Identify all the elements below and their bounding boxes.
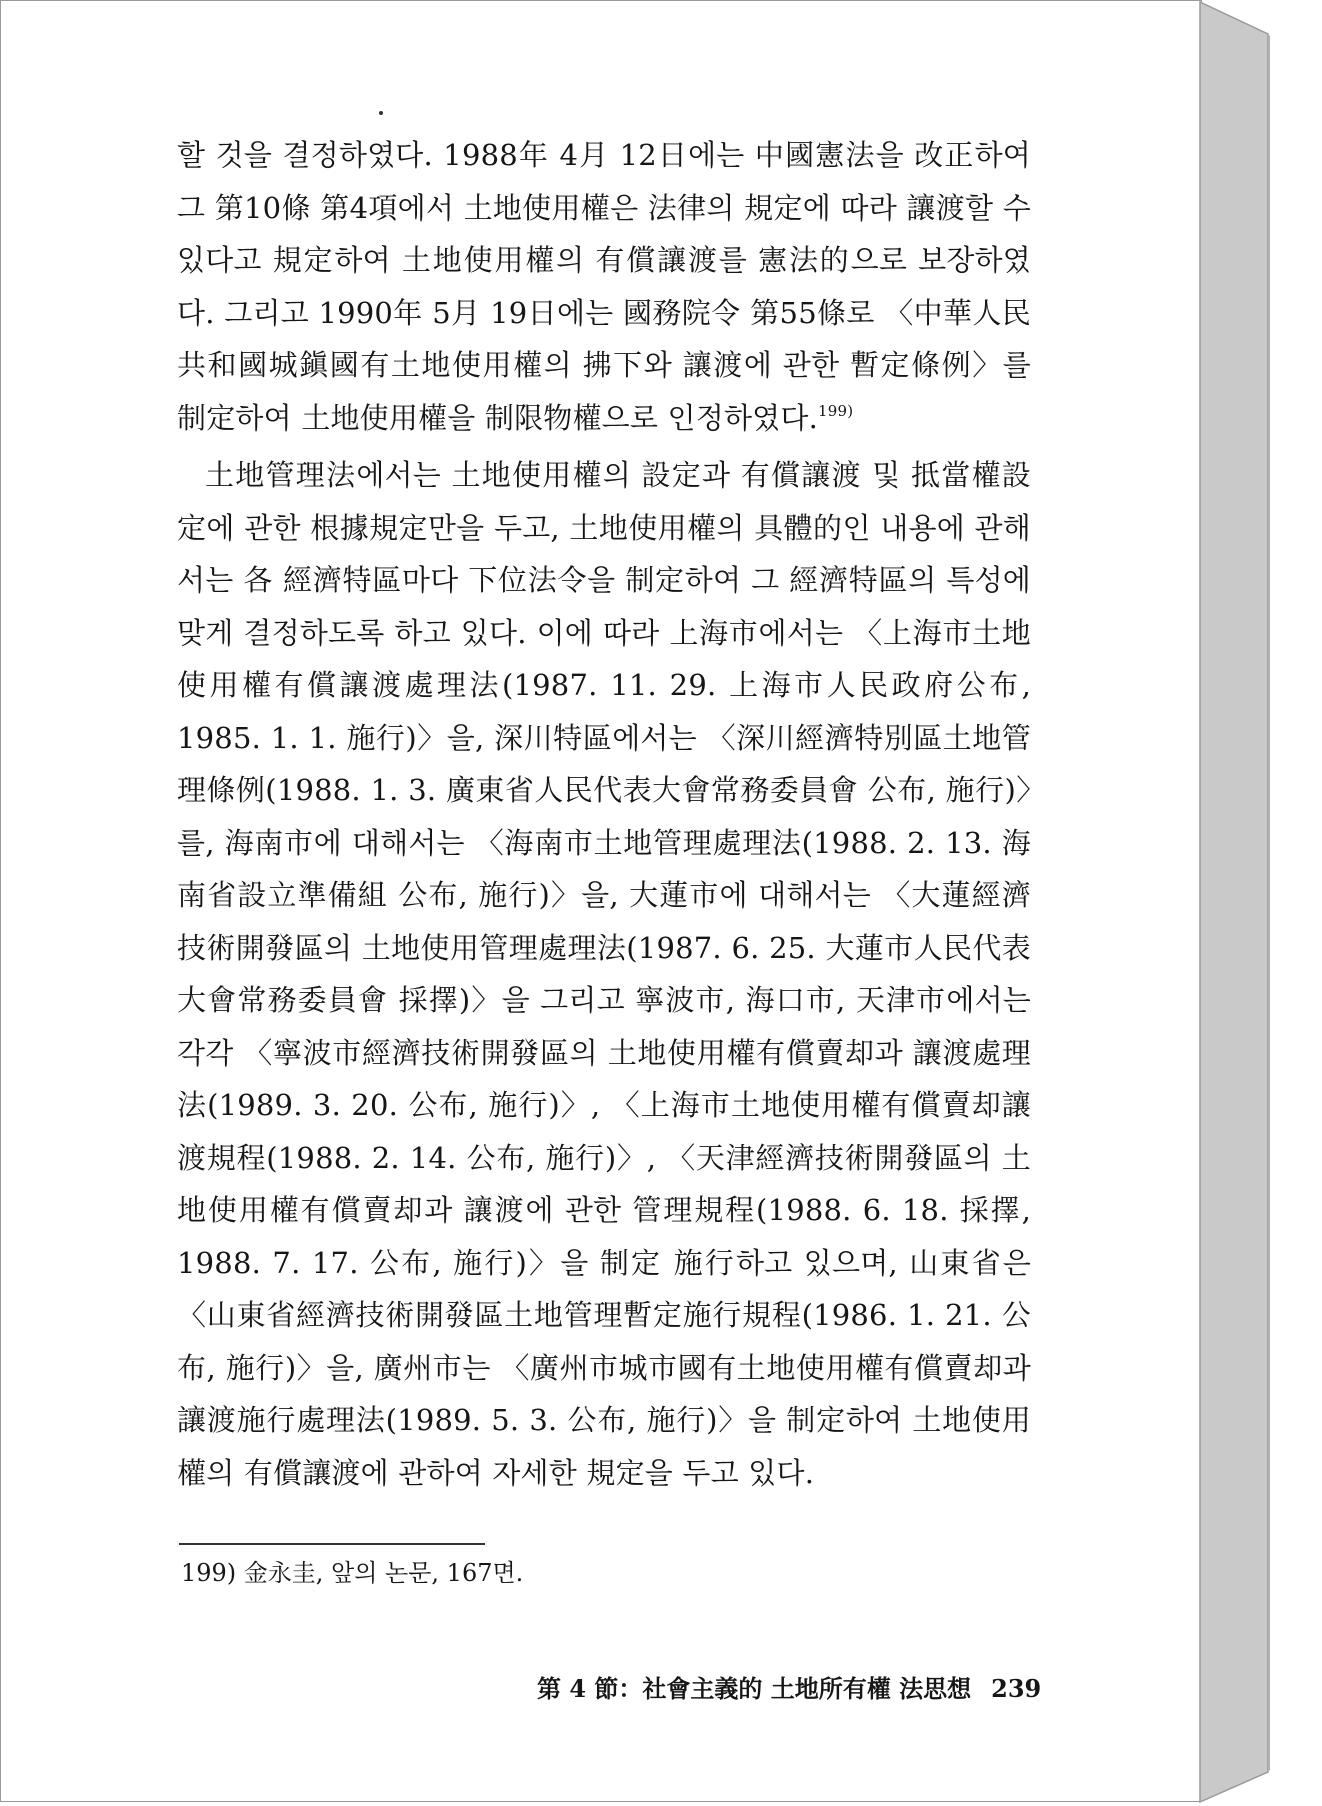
running-head: 第 4 節：社會主義的 土地所有權 法思想 [537,1674,972,1703]
page-stack-edge [1198,0,1322,1806]
main-text [177,129,1031,1499]
paragraph-1 [177,129,1031,449]
scan-speck [379,111,383,115]
footnote-reference: 199) [818,401,854,420]
page-number: 239 [991,1674,1042,1703]
footnote: 199) 金永圭, 앞의 논문, 167면. [181,1559,524,1587]
paragraph-1-text: 할 것을 결정하였다. 1988年 4月 12日에는 中國憲法을 改正하여 그 第10條 第4項에서 土地使用權은 法律의 規定에 따라 讓渡할 수 있다고 規定하여 土地使用權의 有償讓渡를 憲法的으로 보장하였다. 그리고 1990年 5月 19日에는 國務院令 第55條로 〈中華人民共和國城鎭國有土地使用權의 拂下와 讓渡에 관한 暫定條例〉를 制定하여 土地使用權을 制限物權으로 인정하였다. [177,138,1031,435]
paragraph-2: 土地管理法에서는 土地使用權의 設定과 有償讓渡 및 抵當權設定에 관한 根據規定만을 두고, 土地使用權의 具體的인 내용에 관해서는 各 經濟特區마다 下位法令을 制定하여 그 經濟特區의 특성에 맞게 결정하도록 하고 있다. 이에 따라 上海市에서는 〈上海市土地使用權有償讓渡處理法(1987. 11. 29. 上海市人民政府公布, 1985. 1. 1. 施行)〉을, 深川特區에서는 〈深川經濟特別區土地管理條例(1988. 1. 3. 廣東省人民代表大會常務委員會 公布, 施行)〉를, 海南市에 대해서는 〈海南市土地管理處理法(1988. 2. 13. 海南省設立準備組 公布, 施行)〉을, 大蓮市에 대해서는 〈大蓮經濟技術開發區의 土地使用管理處理法(1987. 6. 25. 大蓮市人民代表大會常務委員會 採擇)〉을 그리고 寧波市, 海口市, 天津市에서는 각각 〈寧波市經濟技術開發區의 土地使用權有償賣却과 讓渡處理法(1989. 3. 20. 公布, 施行)〉, 〈上海市土地使用權有償賣却讓渡規程(1988. 2. 14. 公布, 施行)〉, 〈天津經濟技術開發區의 土地使用權有償賣却과 讓渡에 관한 管理規程(1988. 6. 18. 採擇, 1988. 7. 17. 公布, 施行)〉을 制定 施行하고 있으며, 山東省은 〈山東省經濟技術開發區土地管理暫定施行規程(1986. 1. 21. 公布, 施行)〉을, 廣州市는 〈廣州市城市國有土地使用權有償賣却과 讓渡施行處理法(1989. 5. 3. 公布, 施行)〉을 制定하여 土地使用權의 有償讓渡에 관하여 자세한 規定을 두고 있다. [177,458,1031,1490]
running-footer [537,1671,1042,1707]
footnote-divider [179,1543,485,1545]
